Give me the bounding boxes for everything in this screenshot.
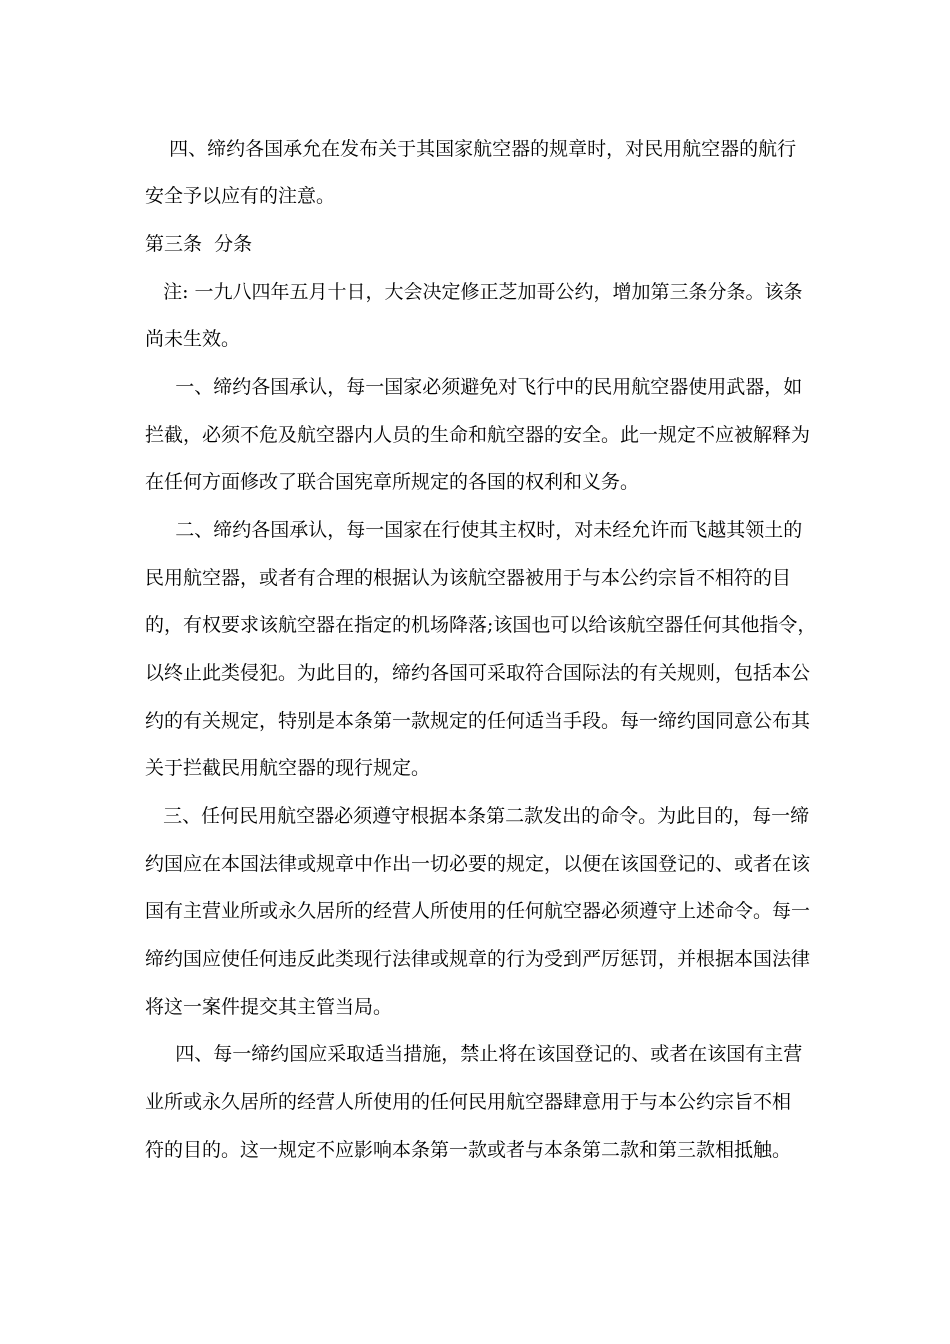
text-line: 四、缔约各国承允在发布关于其国家航空器的规章时，对民用航空器的航行 <box>145 138 797 160</box>
text-line: 关于拦截民用航空器的现行规定。 <box>145 757 431 779</box>
text-line: 国有主营业所或永久居所的经营人所使用的任何航空器必须遵守上述命令。每一 <box>145 900 811 922</box>
text-line: 符的目的。这一规定不应影响本条第一款或者与本条第二款和第三款相抵触。 <box>145 1139 792 1161</box>
text-line: 四、每一缔约国应采取适当措施，禁止将在该国登记的、或者在该国有主营 <box>145 1043 803 1065</box>
text-line: 业所或永久居所的经营人所使用的任何民用航空器肆意用于与本公约宗旨不相 <box>145 1091 792 1113</box>
text-line: 拦截，必须不危及航空器内人员的生命和航空器的安全。此一规定不应被解释为 <box>145 424 811 446</box>
text-line: 将这一案件提交其主管当局。 <box>145 996 393 1018</box>
text-line: 约的有关规定，特别是本条第一款规定的任何适当手段。每一缔约国同意公布其 <box>145 710 811 732</box>
text-line: 以终止此类侵犯。为此目的，缔约各国可采取符合国际法的有关规则，包括本公 <box>145 662 811 684</box>
text-line: 的，有权要求该航空器在指定的机场降落;该国也可以给该航空器任何其他指令， <box>145 614 817 636</box>
text-line: 在任何方面修改了联合国宪章所规定的各国的权利和义务。 <box>145 471 640 493</box>
text-line: 一、缔约各国承认，每一国家必须避免对飞行中的民用航空器使用武器，如 <box>145 376 803 398</box>
text-line: 缔约国应使任何违反此类现行法律或规章的行为受到严厉惩罚，并根据本国法律 <box>145 948 811 970</box>
text-line: 三、任何民用航空器必须遵守根据本条第二款发出的命令。为此目的，每一缔 <box>145 805 810 827</box>
text-line: 安全予以应有的注意。 <box>145 185 336 207</box>
text-line: 民用航空器，或者有合理的根据认为该航空器被用于与本公约宗旨不相符的目 <box>145 567 792 589</box>
text-line: 二、缔约各国承认，每一国家在行使其主权时，对未经允许而飞越其领土的 <box>145 519 803 541</box>
text-line: 注: 一九八四年五月十日，大会决定修正芝加哥公约，增加第三条分条。该条 <box>145 281 803 303</box>
section-heading: 第三条 分条 <box>145 233 253 255</box>
text-line: 尚未生效。 <box>145 328 241 350</box>
text-line: 约国应在本国法律或规章中作出一切必要的规定，以便在该国登记的、或者在该 <box>145 853 811 875</box>
